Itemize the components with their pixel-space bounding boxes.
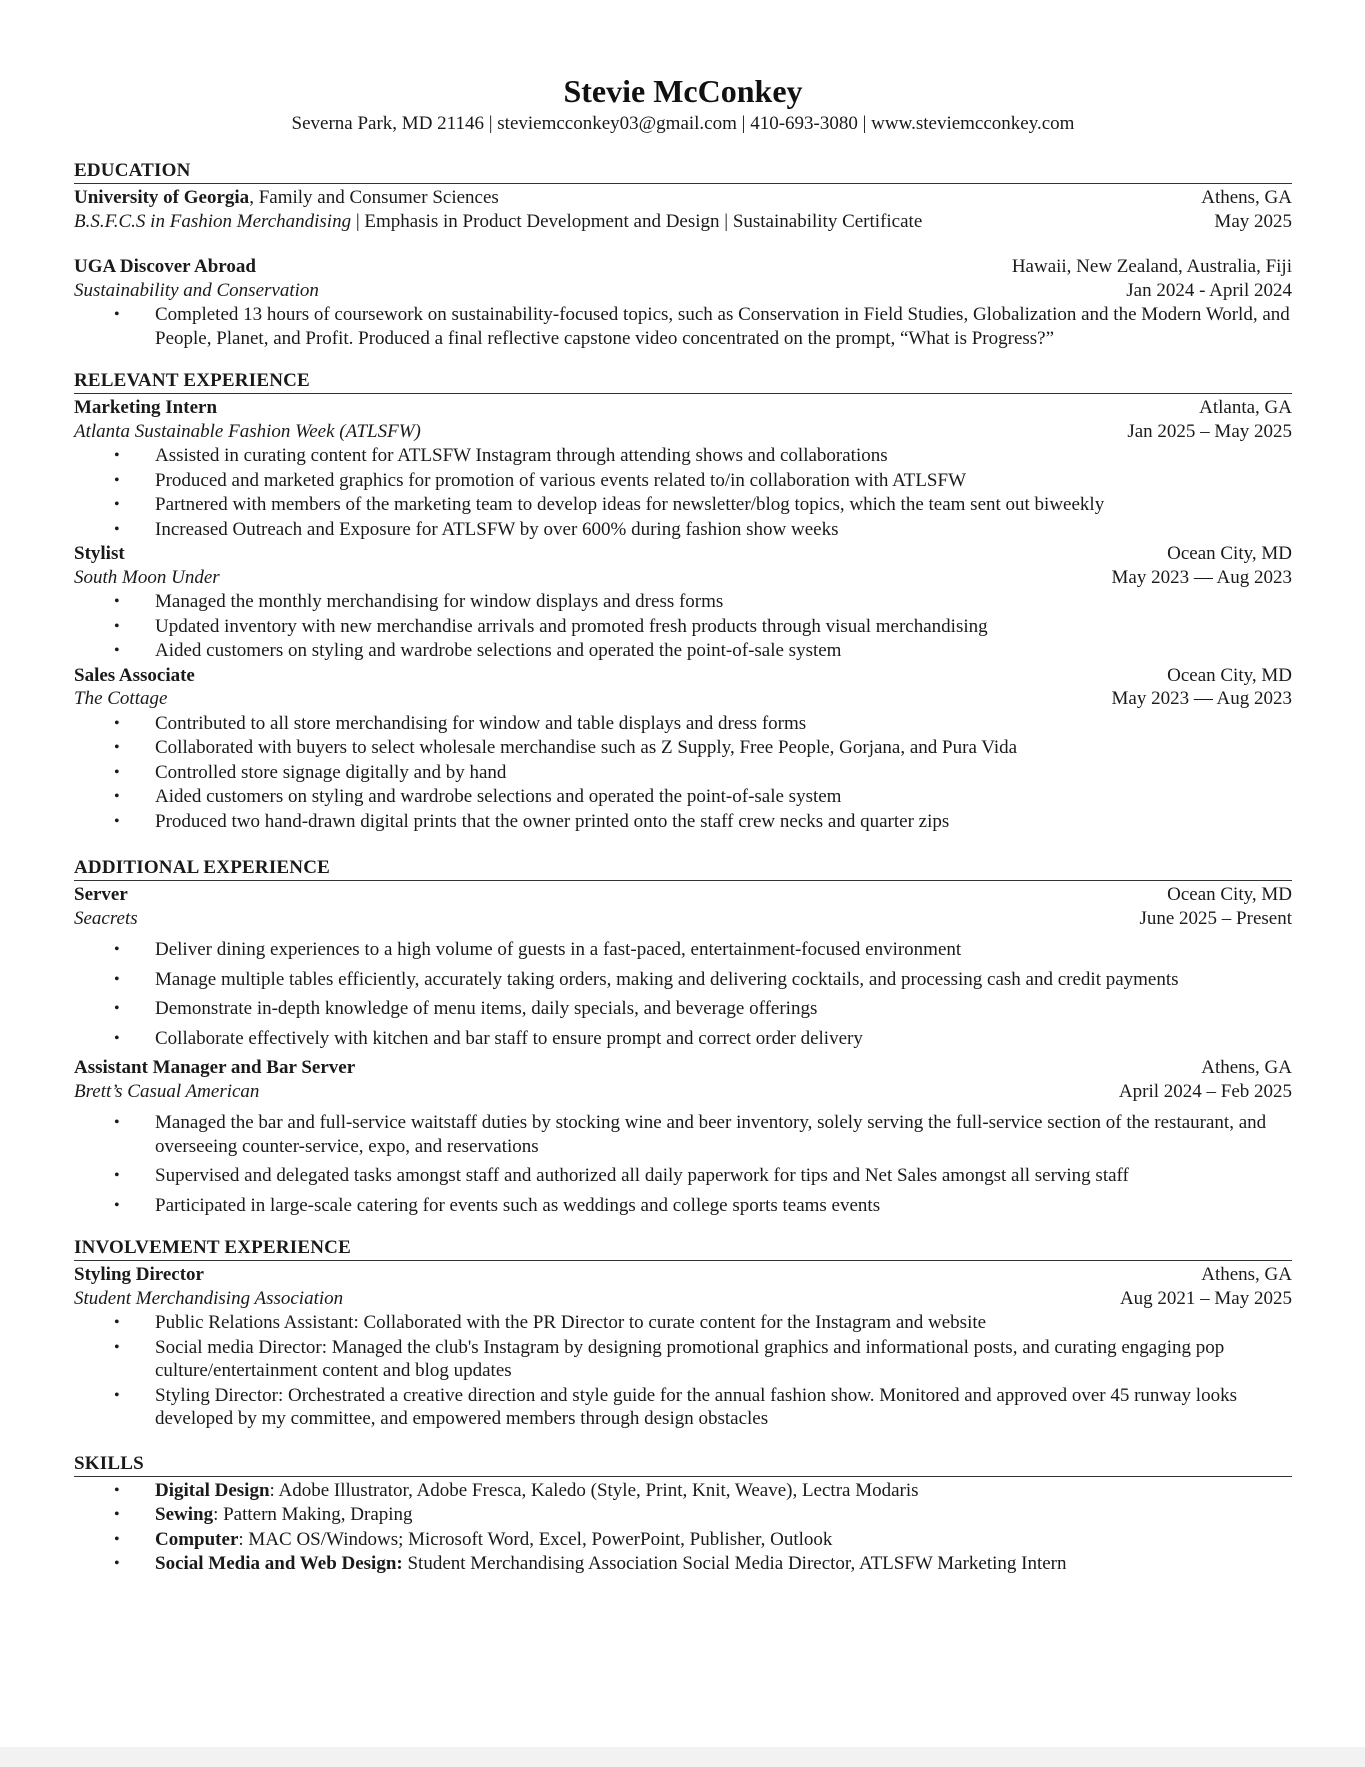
job-bullets [74, 712, 1292, 834]
school-name: University of Georgia [74, 187, 250, 208]
list-item [74, 518, 1292, 542]
bullet-text: Increased Outreach and Exposure for ATLSFW by over 600% during fashion show weeks [155, 518, 839, 540]
bullet-icon: • [114, 970, 120, 988]
bullet-text: Completed 13 hours of coursework on sustainability-focused topics, such as Conservation in Field Studies, Globalization and the Modern World, and People, Planet, and Profit. Produced a final reflective capstone video concentrated on the prompt, “What is Progress?” [155, 304, 1290, 349]
page-bottom-edge [0, 1747, 1365, 1767]
section-title-relevant: RELEVANT EXPERIENCE [74, 370, 1292, 394]
job-role: Stylist [74, 543, 125, 564]
list-item [74, 968, 1292, 992]
list-item [74, 712, 1292, 736]
bullet-icon: • [114, 617, 120, 635]
job-row-org [74, 420, 1292, 444]
job-org: South Moon Under [74, 566, 220, 588]
bullet-text: Collaborate effectively with kitchen and bar staff to ensure prompt and correct order delivery [155, 1027, 863, 1049]
bullet-text: Manage multiple tables efficiently, accurately taking orders, making and delivering cocktails, and processing cash and credit payments [155, 968, 1179, 990]
list-item [74, 1528, 1292, 1552]
job-date: May 2023 — Aug 2023 [1111, 688, 1292, 709]
bullet-icon: • [114, 1386, 120, 1404]
job-location: Atlanta, GA [1199, 397, 1292, 418]
degree-name: B.S.F.C.S in Fashion Merchandising [74, 210, 352, 232]
bullet-text: Public Relations Assistant: Collaborated with the PR Director to curate content for the Instagram and website [155, 1312, 987, 1333]
skill-text: : Pattern Making, Draping [213, 1504, 413, 1525]
bullet-text: Deliver dining experiences to a high volume of guests in a fast-paced, entertainment-focused environment [155, 939, 962, 960]
bullet-icon: • [114, 1530, 120, 1548]
skill-label: Social Media and Web Design: [155, 1553, 403, 1574]
bullet-icon: • [114, 306, 120, 323]
list-item [74, 1111, 1292, 1158]
bullet-icon: • [114, 520, 120, 538]
skill-label: Sewing [155, 1504, 214, 1525]
job-row-role [74, 664, 1292, 688]
bullet-icon: • [114, 1506, 120, 1523]
list-item [74, 938, 1292, 962]
job-row-role [74, 883, 1292, 907]
job-date: Aug 2021 – May 2025 [1119, 1287, 1292, 1309]
list-item [74, 1027, 1292, 1051]
degree-date: May 2025 [1214, 210, 1292, 232]
degree-line [74, 210, 922, 234]
job-location: Ocean City, MD [1167, 884, 1292, 905]
job-org: Atlanta Sustainable Fashion Week (ATLSFW) [74, 420, 421, 442]
job-date: May 2023 — Aug 2023 [1111, 566, 1292, 588]
bullet-icon: • [114, 471, 120, 489]
bullet-icon: • [114, 941, 120, 958]
list-item [74, 761, 1292, 785]
bullet-icon: • [114, 763, 120, 781]
school-dept: , Family and Consumer Sciences [249, 187, 499, 208]
list-item [74, 444, 1292, 468]
job-bullets [74, 1311, 1292, 1431]
job-role: Assistant Manager and Bar Server [74, 1057, 356, 1078]
bullet-icon: • [114, 714, 120, 732]
bullet-text: Controlled store signage digitally and by hand [155, 761, 507, 783]
job-org: Brett’s Casual American [74, 1080, 260, 1102]
list-item [74, 615, 1292, 639]
job-row-org [74, 1287, 1292, 1311]
bullet-text: Demonstrate in-depth knowledge of menu items, daily specials, and beverage offerings [155, 998, 818, 1019]
job-org: Seacrets [74, 907, 138, 929]
list-item [74, 785, 1292, 809]
job-bullets [74, 444, 1292, 541]
contact-line: Severna Park, MD 21146 | steviemcconkey03@gmail.com | 410-693-3080 | www.steviemcconkey.com [291, 113, 1075, 134]
education-row-school [74, 186, 1292, 210]
job-row-org [74, 907, 1292, 931]
resume-page [74, 72, 1292, 1577]
abroad-program: UGA Discover Abroad [74, 256, 256, 277]
job-location: Athens, GA [1201, 1264, 1292, 1285]
job-row-role [74, 1263, 1292, 1287]
bullet-text: Social media Director: Managed the club's Instagram by designing promotional graphics and informational posts, and curating engaging pop culture/entertainment content and blog updates [155, 1336, 1225, 1381]
job-role: Server [74, 884, 128, 905]
bullet-text: Supervised and delegated tasks amongst staff and authorized all daily paperwork for tips and Net Sales amongst all serving staff [155, 1165, 1129, 1186]
skill-label: Computer [155, 1528, 239, 1550]
job-row-org [74, 566, 1292, 590]
job-role: Styling Director [74, 1264, 204, 1285]
list-item [74, 810, 1292, 834]
resume-name: Stevie McConkey [563, 73, 803, 109]
bullet-icon: • [114, 812, 120, 830]
education-section [74, 160, 1292, 350]
skill-text: : Adobe Illustrator, Adobe Fresca, Kaledo (Style, Print, Knit, Weave), Lectra Modaris [269, 1479, 919, 1501]
abroad-location: Hawaii, New Zealand, Australia, Fiji [1011, 256, 1292, 277]
job-role: Marketing Intern [74, 397, 218, 418]
section-title-skills: SKILLS [74, 1453, 1292, 1477]
list-item [74, 303, 1292, 350]
bullet-icon: • [114, 593, 120, 610]
relevant-experience-section [74, 370, 1292, 833]
skill-text: : MAC OS/Windows; Microsoft Word, Excel, PowerPoint, Publisher, Outlook [238, 1528, 833, 1550]
bullet-text: Updated inventory with new merchandise arrivals and promoted fresh products through visual merchandising [155, 615, 988, 637]
bullet-text: Assisted in curating content for ATLSFW Instagram through attending shows and collaborations [155, 445, 888, 466]
bullet-icon: • [114, 788, 120, 805]
job-date: June 2025 – Present [1139, 907, 1292, 929]
section-title-involvement: INVOLVEMENT EXPERIENCE [74, 1237, 1292, 1261]
bullet-icon: • [114, 1167, 120, 1184]
abroad-focus: Sustainability and Conservation [74, 279, 319, 301]
bullet-text: Aided customers on styling and wardrobe selections and operated the point-of-sale system [155, 640, 842, 661]
bullet-text: Aided customers on styling and wardrobe selections and operated the point-of-sale system [155, 786, 842, 807]
list-item [74, 1194, 1292, 1218]
list-item [74, 590, 1292, 614]
job-row-role [74, 542, 1292, 566]
job-date: Jan 2025 – May 2025 [1127, 420, 1292, 442]
skills-section [74, 1453, 1292, 1576]
bullet-icon: • [114, 739, 120, 756]
list-item [74, 1311, 1292, 1335]
job-bullets [74, 1111, 1292, 1217]
list-item [74, 1164, 1292, 1188]
bullet-text: Contributed to all store merchandising for window and table displays and dress forms [155, 712, 807, 734]
job-location: Athens, GA [1201, 1057, 1292, 1078]
list-item [74, 493, 1292, 517]
bullet-icon: • [114, 1555, 120, 1572]
abroad-row-program [74, 255, 1292, 279]
bullet-icon: • [114, 642, 120, 659]
bullet-icon: • [114, 1481, 120, 1499]
spacer [74, 233, 1292, 255]
skill-label: Digital Design [155, 1479, 270, 1501]
job-bullets [74, 590, 1292, 663]
job-location: Ocean City, MD [1167, 664, 1292, 686]
involvement-experience-section [74, 1237, 1292, 1431]
degree-details: | Emphasis in Product Development and Design | Sustainability Certificate [351, 210, 923, 232]
abroad-date: Jan 2024 - April 2024 [1126, 279, 1292, 301]
school-location: Athens, GA [1201, 187, 1292, 208]
job-row-org [74, 687, 1292, 711]
list-item [74, 469, 1292, 493]
job-date: April 2024 – Feb 2025 [1118, 1080, 1292, 1102]
education-row-degree [74, 210, 1292, 234]
bullet-icon: • [114, 1000, 120, 1017]
school-line [74, 186, 499, 210]
job-row-role [74, 396, 1292, 420]
bullet-icon: • [114, 1314, 120, 1331]
bullet-text: Participated in large-scale catering for events such as weddings and college sports teams events [155, 1194, 881, 1216]
bullet-icon: • [114, 1338, 120, 1356]
bullet-text: Styling Director: Orchestrated a creative direction and style guide for the annual fashion show. Monitored and approved over 45 runway looks developed by my committee, and empowered members through design obstacles [155, 1384, 1237, 1429]
bullet-text: Produced and marketed graphics for promotion of various events related to/in collaboration with ATLSFW [155, 469, 966, 491]
job-location: Ocean City, MD [1167, 543, 1292, 564]
list-item [74, 1552, 1292, 1576]
additional-experience-section [74, 857, 1292, 1217]
job-org: Student Merchandising Association [74, 1287, 344, 1309]
job-row-role [74, 1056, 1292, 1080]
bullet-text: Partnered with members of the marketing team to develop ideas for newsletter/blog topics, which the team sent out biweekly [155, 494, 1105, 515]
bullet-icon: • [114, 1114, 120, 1131]
list-item [74, 1503, 1292, 1527]
abroad-bullets [74, 303, 1292, 350]
bullet-icon: • [114, 447, 120, 464]
skill-text: Student Merchandising Association Social Media Director, ATLSFW Marketing Intern [402, 1553, 1067, 1574]
abroad-row-focus [74, 279, 1292, 303]
bullet-icon: • [114, 1029, 120, 1047]
section-title-education: EDUCATION [74, 160, 1292, 184]
job-role: Sales Associate [74, 664, 195, 686]
bullet-icon: • [114, 1196, 120, 1214]
list-item [74, 736, 1292, 760]
job-org: The Cottage [74, 688, 168, 709]
list-item [74, 1479, 1292, 1503]
section-title-additional: ADDITIONAL EXPERIENCE [74, 857, 1292, 881]
skills-list [74, 1479, 1292, 1576]
list-item [74, 1384, 1292, 1431]
job-row-org [74, 1080, 1292, 1104]
bullet-text: Managed the bar and full-service waitstaff duties by stocking wine and beer inventory, solely serving the full-service section of the restaurant, and overseeing counter-service, expo, and reservations [155, 1112, 1267, 1157]
bullet-text: Managed the monthly merchandising for window displays and dress forms [155, 591, 724, 612]
bullet-icon: • [114, 496, 120, 513]
bullet-text: Collaborated with buyers to select wholesale merchandise such as Z Supply, Free People, Gorjana, and Pura Vida [155, 737, 1018, 758]
list-item [74, 639, 1292, 663]
bullet-text: Produced two hand-drawn digital prints that the owner printed onto the staff crew necks and quarter zips [155, 810, 950, 832]
list-item [74, 997, 1292, 1021]
list-item [74, 1336, 1292, 1383]
job-bullets [74, 938, 1292, 1050]
